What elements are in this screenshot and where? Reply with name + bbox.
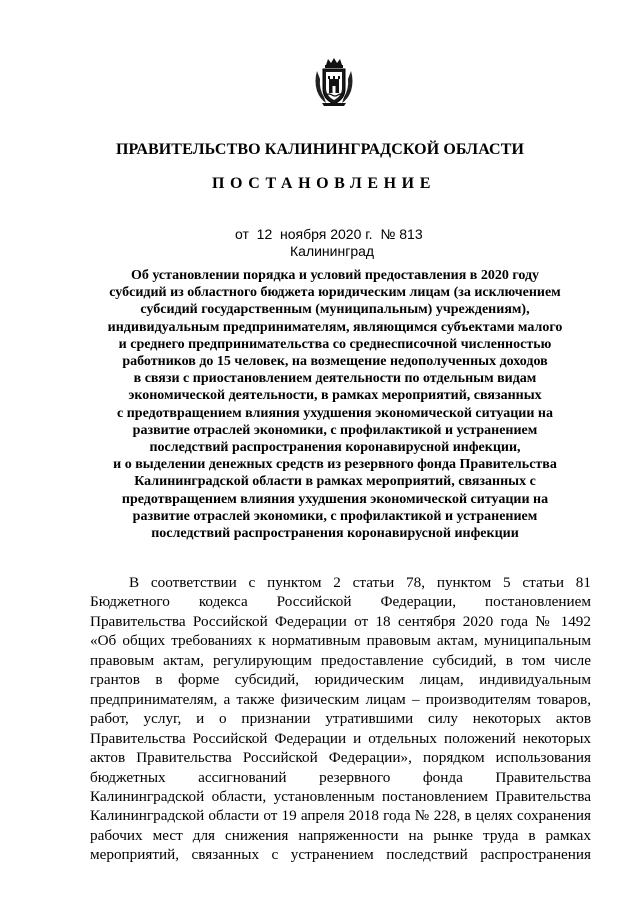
subject-line: и среднего предпринимательства со среднесписочной численностью <box>118 336 552 352</box>
body-line: правовым актам, регулирующим предоставление субсидий, в том числе <box>90 651 591 669</box>
subject-line: и о выделении денежных средств из резервного фонда Правительства <box>113 457 557 473</box>
subject-line: Калининградской области в рамках мероприятий, связанных с <box>134 474 536 490</box>
subject-line: Об установлении порядка и условий предоставления в 2020 году <box>130 268 540 283</box>
body-line: рабочих мест для снижения напряженности на рынке труда в рамках <box>90 826 591 844</box>
body-line: предпринимателям, а также физическим лицам – производителям товаров, <box>90 690 591 708</box>
subject-line: работников до 15 человек, на возмещение недополученных доходов <box>122 354 548 370</box>
government-name: ПРАВИТЕЛЬСТВО КАЛИНИНГРАДСКОЙ ОБЛАСТИ <box>115 141 525 158</box>
subject-line: индивидуальным предпринимателям, являющимся субъектами малого <box>107 319 563 335</box>
subject-line: с предотвращением влияния ухудшения экономической ситуации на <box>117 405 553 421</box>
body-line: бюджетных ассигнований резервного фонда Правительства <box>90 768 591 786</box>
body-line: «Об общих требованиях к нормативным правовым актам, муниципальным <box>90 632 591 650</box>
body-line: Калининградской области от 19 апреля 2018 года № 228, в целях сохранения <box>90 807 591 825</box>
body-line: В соответствии с пунктом 2 статьи 78, пунктом 5 статьи 81 <box>129 574 591 591</box>
decree-subject <box>90 267 580 542</box>
body-line: мероприятий, связанных с устранением последствий распространения <box>90 846 591 864</box>
document-type: ПОСТАНОВЛЕНИЕ <box>212 175 436 192</box>
subject-line: развитие отраслей экономики, с профилактикой и устранением <box>132 508 538 524</box>
subject-line: субсидий государственным (муниципальным) учреждениям), <box>140 302 530 318</box>
city-name: Калининград <box>290 243 375 259</box>
body-line: Правительства Российской Федерации и отдельных положений некоторых <box>90 729 591 747</box>
subject-line: предотвращением влияния ухудшения экономической ситуации на <box>121 491 549 507</box>
subject-line: экономической деятельности, в рамках мероприятий, связанных <box>128 388 542 404</box>
coat-of-arms-icon <box>314 57 354 107</box>
decree-body-paragraph <box>90 573 591 865</box>
decree-date-number: от 12 ноября 2020 г. № 813 <box>235 226 423 242</box>
body-line: актов Правительства Российской Федерации», порядком использования <box>90 749 591 767</box>
body-line: работ, услуг, и о признании утратившими силу некоторых актов <box>90 710 591 728</box>
body-line: Бюджетного кодекса Российской Федерации, постановлением <box>90 593 591 611</box>
subject-line: последствий распространения коронавирусной инфекции <box>151 526 519 542</box>
subject-line: в связи с приостановлением деятельности по отдельным видам <box>133 371 537 387</box>
body-line: грантов в форме субсидий, юридическим лицам, индивидуальным <box>90 671 591 689</box>
subject-line: субсидий из областного бюджета юридическим лицам (за исключением <box>109 285 561 301</box>
subject-line: развитие отраслей экономики, с профилактикой и устранением <box>132 422 538 438</box>
body-line: Правительства Российской Федерации от 18 сентября 2020 года № 1492 <box>90 612 591 630</box>
subject-line: последствий распространения коронавирусной инфекции, <box>149 440 521 456</box>
body-line: Калининградской области, установленным постановлением Правительства <box>90 787 591 805</box>
